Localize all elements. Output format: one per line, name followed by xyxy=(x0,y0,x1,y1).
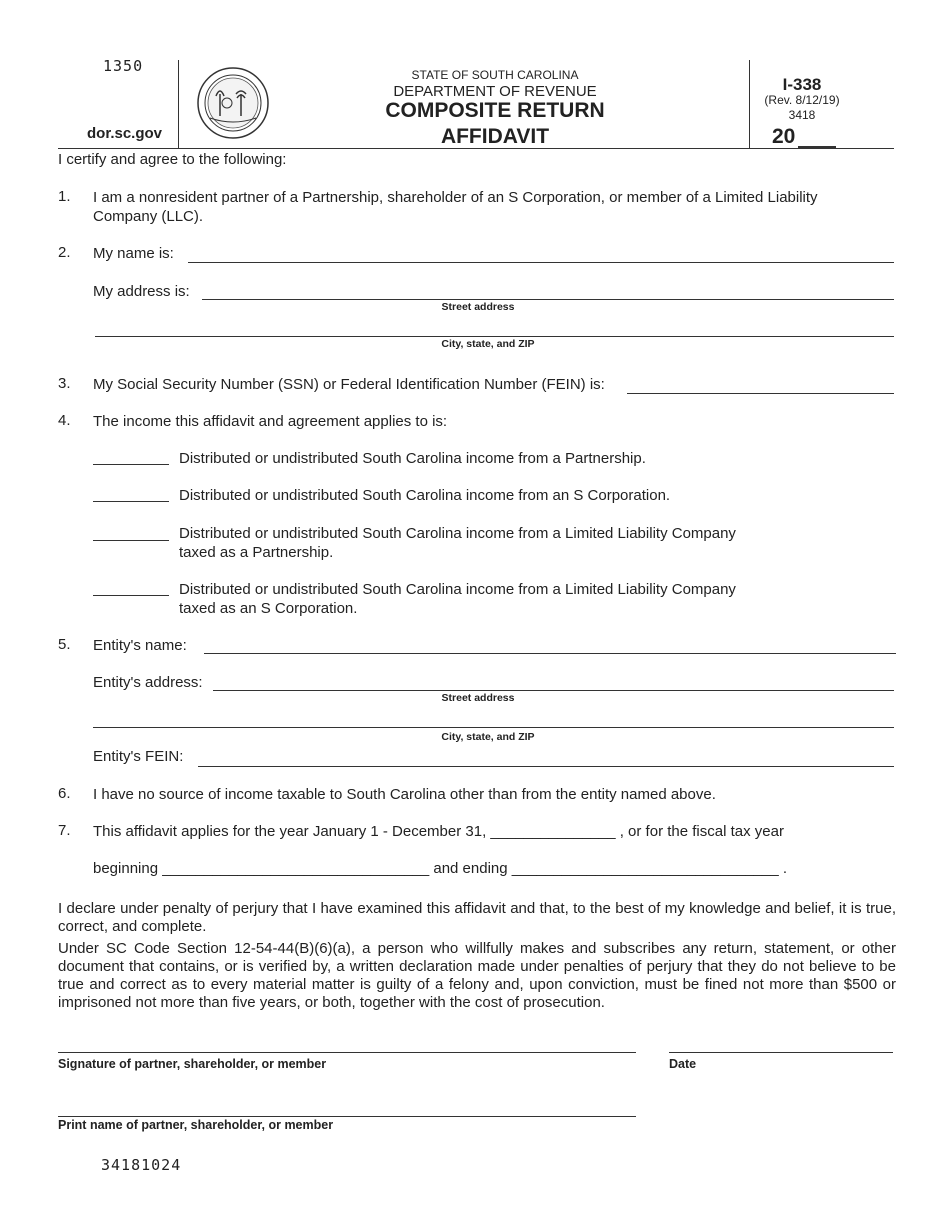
item-6-text: I have no source of income taxable to South Carolina other than from the entity named above. xyxy=(93,786,716,803)
entity-city-state-zip-caption: City, state, and ZIP xyxy=(441,731,535,743)
city-state-zip-caption: City, state, and ZIP xyxy=(441,338,535,350)
form-revision: (Rev. 8/12/19) xyxy=(764,93,840,107)
option-s-corp-text: Distributed or undistributed South Carolina income from an S Corporation. xyxy=(179,487,671,504)
entity-city-state-zip-field[interactable] xyxy=(93,727,894,728)
option-s-corp-blank[interactable] xyxy=(93,501,169,502)
entity-fein-field[interactable] xyxy=(198,766,894,767)
perjury-declaration: I declare under penalty of perjury that I have examined this affidavit and that, to the best of my knowledge and belief, it is true, correct, and complete. xyxy=(58,900,896,935)
tax-year-prefix: 20 xyxy=(772,125,796,148)
form-subtitle: AFFIDAVIT xyxy=(440,125,550,148)
option-llc-s-corp-text: Distributed or undistributed South Carolina income from a Limited Liability Company taxed as an S Corporation. xyxy=(179,581,736,617)
item-7-text: This affidavit applies for the year January 1 - December 31, _______________ , or for the fiscal tax year xyxy=(93,823,784,840)
header-divider-right xyxy=(749,60,750,148)
state-seal-icon xyxy=(196,66,270,140)
address-label: My address is: xyxy=(93,283,190,300)
signature-label: Signature of partner, shareholder, or member xyxy=(58,1057,327,1071)
fiscal-year-line: beginning ________________________________ and ending ________________________________ . xyxy=(93,860,788,877)
form-number: I-338 xyxy=(782,75,822,94)
item-2-number: 2. xyxy=(58,244,71,261)
option-llc-partnership-blank[interactable] xyxy=(93,540,169,541)
item-3-number: 3. xyxy=(58,375,71,392)
signature-field[interactable] xyxy=(58,1052,636,1053)
street-address-caption: Street address xyxy=(441,301,515,313)
item-1-text: I am a nonresident partner of a Partnership, shareholder of an S Corporation, or member of a Limited Liability Company (LLC). xyxy=(93,189,818,225)
item-1-number: 1. xyxy=(58,188,71,205)
header-divider-left xyxy=(178,60,179,148)
website: dor.sc.gov xyxy=(87,125,163,142)
entity-street-address-caption: Street address xyxy=(441,692,515,704)
form-code-number: 3418 xyxy=(788,108,816,122)
state-name: STATE OF SOUTH CAROLINA xyxy=(411,68,579,82)
form-code: 1350 xyxy=(103,57,144,75)
department-name: DEPARTMENT OF REVENUE xyxy=(393,83,597,100)
option-llc-partnership-text: Distributed or undistributed South Carolina income from a Limited Liability Company taxed as a Partnership. xyxy=(179,525,736,561)
entity-fein-label: Entity's FEIN: xyxy=(93,748,184,765)
sc-code-section: Under SC Code Section 12-54-44(B)(6)(a), a person who willfully makes and subscribes any return, statement, or other document that contains, or is verified by, a written declaration made under penalties of perjury that they do not believe to be true and correct as to every material matter is guilty of a felony and, upon conviction, must be fined not more than $500 or imprisoned not more than five years, or both, together with the cost of prosecution. xyxy=(58,940,896,1011)
option-llc-s-corp-blank[interactable] xyxy=(93,595,169,596)
print-name-label: Print name of partner, shareholder, or member xyxy=(58,1118,334,1132)
intro-text: I certify and agree to the following: xyxy=(58,151,287,168)
item-7-number: 7. xyxy=(58,822,71,839)
name-field[interactable] xyxy=(188,262,894,263)
header-rule xyxy=(58,148,894,149)
item-5-number: 5. xyxy=(58,636,71,653)
entity-name-field[interactable] xyxy=(204,653,896,654)
option-partnership-blank[interactable] xyxy=(93,464,169,465)
item-3-text: My Social Security Number (SSN) or Federal Identification Number (FEIN) is: xyxy=(93,376,605,393)
footer-code: 34181024 xyxy=(101,1156,182,1174)
date-label: Date xyxy=(669,1057,697,1071)
entity-street-address-field[interactable] xyxy=(213,690,894,691)
name-label: My name is: xyxy=(93,245,174,262)
item-4-text: The income this affidavit and agreement applies to is: xyxy=(93,413,448,430)
city-state-zip-field[interactable] xyxy=(95,336,894,337)
entity-name-label: Entity's name: xyxy=(93,637,187,654)
form-title: COMPOSITE RETURN xyxy=(385,99,605,122)
print-name-field[interactable] xyxy=(58,1116,636,1117)
street-address-field[interactable] xyxy=(202,299,894,300)
option-partnership-text: Distributed or undistributed South Carolina income from a Partnership. xyxy=(179,450,646,467)
item-4-number: 4. xyxy=(58,412,71,429)
entity-address-label: Entity's address: xyxy=(93,674,203,691)
item-6-number: 6. xyxy=(58,785,71,802)
ssn-fein-field[interactable] xyxy=(627,393,894,394)
date-field[interactable] xyxy=(669,1052,893,1053)
